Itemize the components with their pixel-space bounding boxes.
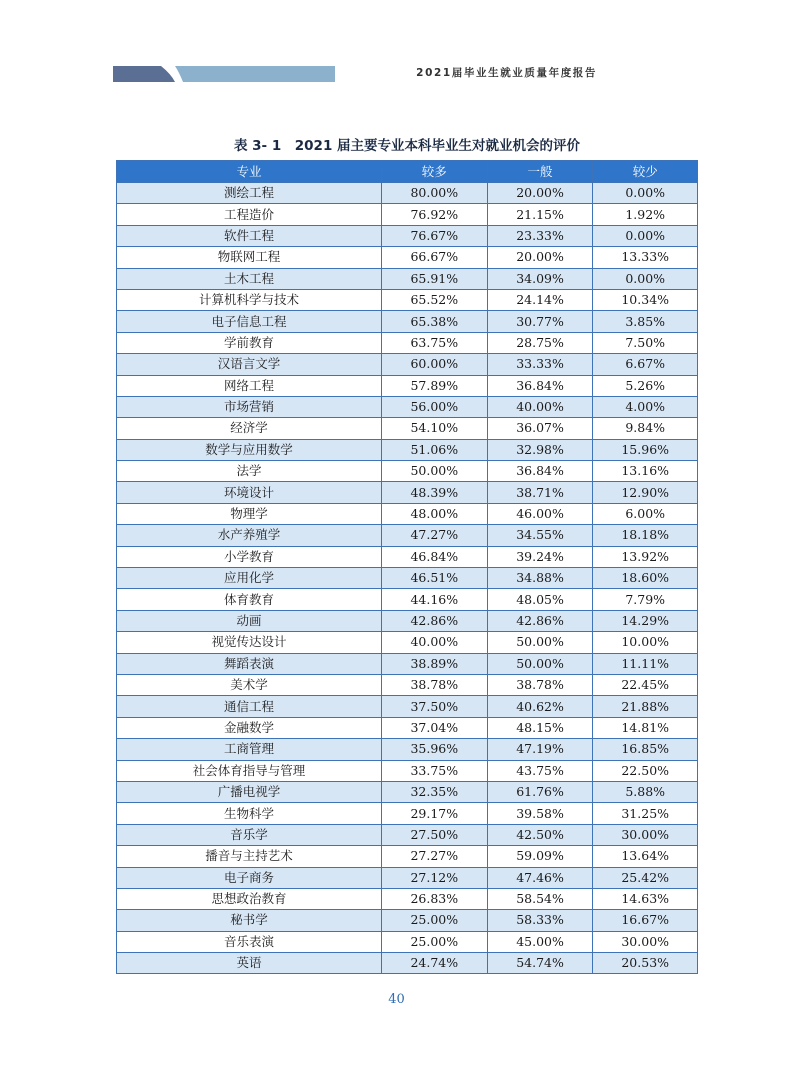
cell-average: 24.14% xyxy=(487,289,593,310)
cell-average: 59.09% xyxy=(487,846,593,867)
cell-more: 37.04% xyxy=(381,717,487,738)
table-row xyxy=(117,311,698,332)
cell-average: 42.50% xyxy=(487,824,593,845)
cell-major: 物理学 xyxy=(117,503,382,524)
table-row xyxy=(117,824,698,845)
cell-average: 58.33% xyxy=(487,910,593,931)
cell-more: 65.38% xyxy=(381,311,487,332)
cell-average: 20.00% xyxy=(487,183,593,204)
table-row xyxy=(117,739,698,760)
table-row xyxy=(117,204,698,225)
cell-less: 18.18% xyxy=(593,525,698,546)
cell-major: 计算机科学与技术 xyxy=(117,289,382,310)
cell-less: 5.88% xyxy=(593,781,698,802)
cell-more: 32.35% xyxy=(381,781,487,802)
cell-less: 13.92% xyxy=(593,546,698,567)
cell-less: 0.00% xyxy=(593,183,698,204)
cell-less: 15.96% xyxy=(593,439,698,460)
cell-major: 视觉传达设计 xyxy=(117,632,382,653)
cell-average: 21.15% xyxy=(487,204,593,225)
table-row xyxy=(117,910,698,931)
cell-more: 65.52% xyxy=(381,289,487,310)
cell-major: 生物科学 xyxy=(117,803,382,824)
cell-less: 13.33% xyxy=(593,247,698,268)
cell-less: 18.60% xyxy=(593,568,698,589)
cell-average: 33.33% xyxy=(487,354,593,375)
table-row xyxy=(117,760,698,781)
cell-less: 0.00% xyxy=(593,268,698,289)
cell-average: 48.15% xyxy=(487,717,593,738)
cell-major: 音乐表演 xyxy=(117,931,382,952)
cell-more: 47.27% xyxy=(381,525,487,546)
cell-more: 80.00% xyxy=(381,183,487,204)
table-row xyxy=(117,953,698,974)
cell-major: 数学与应用数学 xyxy=(117,439,382,460)
cell-more: 46.51% xyxy=(381,568,487,589)
cell-average: 39.58% xyxy=(487,803,593,824)
cell-more: 48.39% xyxy=(381,482,487,503)
cell-average: 34.55% xyxy=(487,525,593,546)
cell-average: 61.76% xyxy=(487,781,593,802)
cell-more: 44.16% xyxy=(381,589,487,610)
cell-more: 40.00% xyxy=(381,632,487,653)
cell-average: 48.05% xyxy=(487,589,593,610)
table-row xyxy=(117,289,698,310)
cell-more: 63.75% xyxy=(381,332,487,353)
cell-average: 30.77% xyxy=(487,311,593,332)
cell-less: 1.92% xyxy=(593,204,698,225)
table-row xyxy=(117,354,698,375)
cell-less: 31.25% xyxy=(593,803,698,824)
cell-average: 36.84% xyxy=(487,461,593,482)
cell-more: 66.67% xyxy=(381,247,487,268)
cell-average: 50.00% xyxy=(487,653,593,674)
cell-major: 物联网工程 xyxy=(117,247,382,268)
table-row xyxy=(117,653,698,674)
column-header-major: 专业 xyxy=(117,161,382,183)
cell-major: 体育教育 xyxy=(117,589,382,610)
cell-more: 37.50% xyxy=(381,696,487,717)
cell-less: 20.53% xyxy=(593,953,698,974)
cell-major: 水产养殖学 xyxy=(117,525,382,546)
cell-more: 27.27% xyxy=(381,846,487,867)
cell-average: 42.86% xyxy=(487,610,593,631)
cell-more: 65.91% xyxy=(381,268,487,289)
cell-more: 54.10% xyxy=(381,418,487,439)
cell-major: 英语 xyxy=(117,953,382,974)
table-row xyxy=(117,717,698,738)
cell-more: 38.78% xyxy=(381,674,487,695)
cell-more: 76.67% xyxy=(381,225,487,246)
cell-major: 美术学 xyxy=(117,674,382,695)
cell-less: 14.29% xyxy=(593,610,698,631)
cell-average: 58.54% xyxy=(487,888,593,909)
table-row xyxy=(117,803,698,824)
cell-less: 13.16% xyxy=(593,461,698,482)
cell-more: 51.06% xyxy=(381,439,487,460)
table-row xyxy=(117,332,698,353)
cell-less: 0.00% xyxy=(593,225,698,246)
cell-major: 动画 xyxy=(117,610,382,631)
cell-less: 6.67% xyxy=(593,354,698,375)
cell-average: 40.00% xyxy=(487,396,593,417)
table-row xyxy=(117,461,698,482)
table-row xyxy=(117,247,698,268)
table-row xyxy=(117,674,698,695)
cell-more: 35.96% xyxy=(381,739,487,760)
table-row xyxy=(117,375,698,396)
table-row xyxy=(117,589,698,610)
cell-more: 48.00% xyxy=(381,503,487,524)
cell-major: 思想政治教育 xyxy=(117,888,382,909)
cell-major: 小学教育 xyxy=(117,546,382,567)
table-header-row xyxy=(117,161,698,183)
table-row xyxy=(117,931,698,952)
cell-average: 28.75% xyxy=(487,332,593,353)
table-row xyxy=(117,225,698,246)
cell-average: 39.24% xyxy=(487,546,593,567)
table-row xyxy=(117,867,698,888)
cell-more: 26.83% xyxy=(381,888,487,909)
report-title: 2021届毕业生就业质量年度报告 xyxy=(416,67,597,79)
cell-major: 测绘工程 xyxy=(117,183,382,204)
cell-less: 9.84% xyxy=(593,418,698,439)
table-row xyxy=(117,632,698,653)
cell-average: 34.09% xyxy=(487,268,593,289)
cell-major: 工商管理 xyxy=(117,739,382,760)
table-row xyxy=(117,846,698,867)
cell-more: 50.00% xyxy=(381,461,487,482)
cell-more: 29.17% xyxy=(381,803,487,824)
cell-major: 金融数学 xyxy=(117,717,382,738)
cell-major: 工程造价 xyxy=(117,204,382,225)
table-row xyxy=(117,525,698,546)
cell-more: 27.12% xyxy=(381,867,487,888)
table-row xyxy=(117,781,698,802)
table-row xyxy=(117,482,698,503)
cell-average: 54.74% xyxy=(487,953,593,974)
cell-average: 47.46% xyxy=(487,867,593,888)
cell-less: 16.67% xyxy=(593,910,698,931)
cell-less: 7.50% xyxy=(593,332,698,353)
cell-major: 音乐学 xyxy=(117,824,382,845)
cell-less: 12.90% xyxy=(593,482,698,503)
cell-less: 22.45% xyxy=(593,674,698,695)
cell-less: 14.81% xyxy=(593,717,698,738)
table-row xyxy=(117,568,698,589)
cell-major: 通信工程 xyxy=(117,696,382,717)
cell-major: 舞蹈表演 xyxy=(117,653,382,674)
column-header-more: 较多 xyxy=(381,161,487,183)
cell-major: 经济学 xyxy=(117,418,382,439)
cell-less: 3.85% xyxy=(593,311,698,332)
cell-more: 60.00% xyxy=(381,354,487,375)
cell-less: 6.00% xyxy=(593,503,698,524)
table-row xyxy=(117,610,698,631)
cell-major: 应用化学 xyxy=(117,568,382,589)
table-row xyxy=(117,546,698,567)
cell-major: 秘书学 xyxy=(117,910,382,931)
cell-more: 57.89% xyxy=(381,375,487,396)
table-row xyxy=(117,439,698,460)
cell-less: 10.34% xyxy=(593,289,698,310)
cell-major: 广播电视学 xyxy=(117,781,382,802)
cell-less: 25.42% xyxy=(593,867,698,888)
cell-major: 市场营销 xyxy=(117,396,382,417)
cell-average: 20.00% xyxy=(487,247,593,268)
cell-average: 46.00% xyxy=(487,503,593,524)
cell-more: 27.50% xyxy=(381,824,487,845)
employment-evaluation-table xyxy=(116,160,698,974)
cell-less: 13.64% xyxy=(593,846,698,867)
cell-major: 汉语言文学 xyxy=(117,354,382,375)
table-row xyxy=(117,696,698,717)
cell-average: 38.71% xyxy=(487,482,593,503)
cell-major: 网络工程 xyxy=(117,375,382,396)
cell-major: 播音与主持艺术 xyxy=(117,846,382,867)
cell-more: 25.00% xyxy=(381,931,487,952)
cell-average: 45.00% xyxy=(487,931,593,952)
cell-average: 38.78% xyxy=(487,674,593,695)
cell-more: 42.86% xyxy=(381,610,487,631)
table-row xyxy=(117,268,698,289)
page-number: 40 xyxy=(388,992,405,1007)
cell-average: 36.84% xyxy=(487,375,593,396)
cell-average: 47.19% xyxy=(487,739,593,760)
cell-average: 40.62% xyxy=(487,696,593,717)
cell-more: 25.00% xyxy=(381,910,487,931)
cell-less: 10.00% xyxy=(593,632,698,653)
cell-major: 环境设计 xyxy=(117,482,382,503)
column-header-average: 一般 xyxy=(487,161,593,183)
cell-less: 14.63% xyxy=(593,888,698,909)
cell-less: 30.00% xyxy=(593,824,698,845)
cell-more: 76.92% xyxy=(381,204,487,225)
cell-less: 11.11% xyxy=(593,653,698,674)
cell-average: 32.98% xyxy=(487,439,593,460)
cell-major: 法学 xyxy=(117,461,382,482)
cell-average: 50.00% xyxy=(487,632,593,653)
cell-less: 22.50% xyxy=(593,760,698,781)
column-header-less: 较少 xyxy=(593,161,698,183)
cell-more: 24.74% xyxy=(381,953,487,974)
cell-average: 43.75% xyxy=(487,760,593,781)
cell-more: 56.00% xyxy=(381,396,487,417)
cell-less: 16.85% xyxy=(593,739,698,760)
table-row xyxy=(117,888,698,909)
table-row xyxy=(117,396,698,417)
cell-major: 学前教育 xyxy=(117,332,382,353)
cell-more: 46.84% xyxy=(381,546,487,567)
cell-major: 电子信息工程 xyxy=(117,311,382,332)
cell-major: 社会体育指导与管理 xyxy=(117,760,382,781)
cell-major: 电子商务 xyxy=(117,867,382,888)
cell-less: 4.00% xyxy=(593,396,698,417)
table-row xyxy=(117,418,698,439)
cell-less: 5.26% xyxy=(593,375,698,396)
header-decoration-bar xyxy=(113,66,335,82)
table-title: 表 3- 1 2021 届主要专业本科毕业生对就业机会的评价 xyxy=(233,138,581,154)
cell-more: 33.75% xyxy=(381,760,487,781)
table-row xyxy=(117,503,698,524)
cell-more: 38.89% xyxy=(381,653,487,674)
cell-less: 7.79% xyxy=(593,589,698,610)
cell-less: 30.00% xyxy=(593,931,698,952)
cell-major: 软件工程 xyxy=(117,225,382,246)
cell-major: 土木工程 xyxy=(117,268,382,289)
table-row xyxy=(117,183,698,204)
cell-less: 21.88% xyxy=(593,696,698,717)
cell-average: 34.88% xyxy=(487,568,593,589)
cell-average: 23.33% xyxy=(487,225,593,246)
cell-average: 36.07% xyxy=(487,418,593,439)
